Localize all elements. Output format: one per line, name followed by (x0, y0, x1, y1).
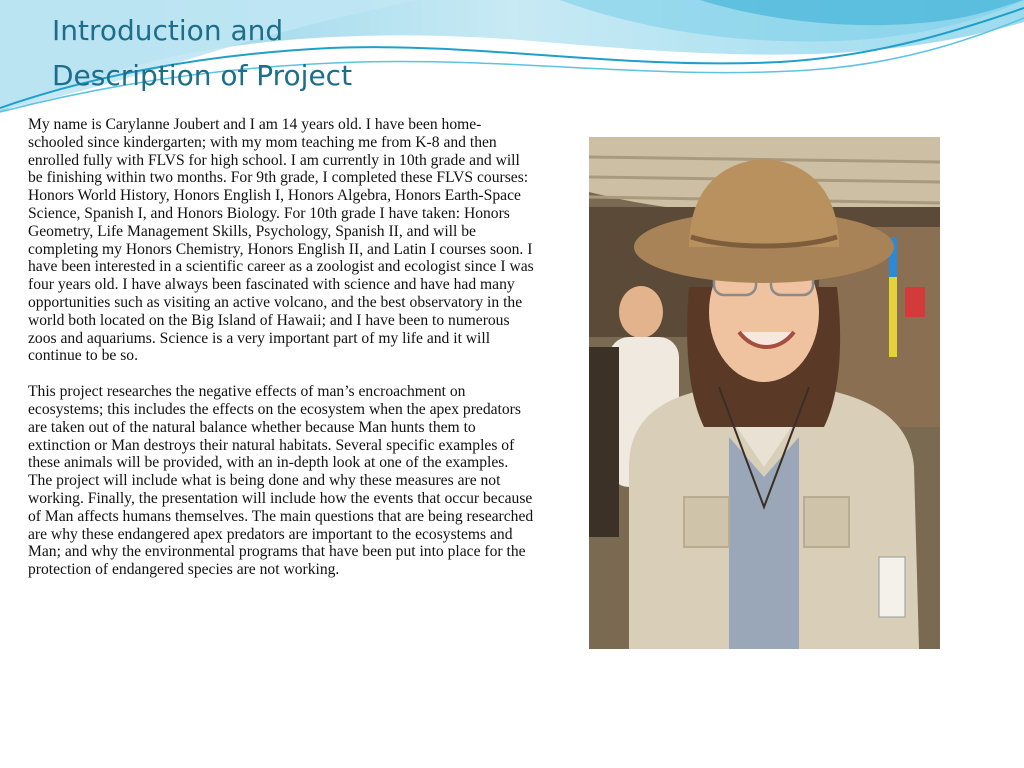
project-paragraph: This project researches the negative effects of man’s encroachment on ecosystems; this includes the effects on the ecosystem when the apex predators are taken out of the natural balance whether because Man hunts them to extinction or Man destroys their natural habitats. Several specific examples of these animals will be provided, with an in-depth look at one of the examples. The project will include what is being done and why these measures are not working. Finally, the presentation will include how the events that occur because of Man affects humans themselves. The main questions that are being researched are why these endangered apex predators are important to the ecosystems and Man; and why the environmental programs that have been put into place for the protection of endangered species are not working. (28, 383, 534, 579)
slide-title (52, 8, 352, 98)
title-line-1: Introduction and (52, 14, 284, 47)
student-photo (589, 137, 940, 649)
intro-paragraph: My name is Carylanne Joubert and I am 14 years old. I have been home-schooled since kindergarten; with my mom teaching me from K-8 and then enrolled fully with FLVS for high school. I am currently in 10th grade and will be finishing within two months. For 9th grade, I completed these FLVS courses: Honors World History, Honors English I, Honors Algebra, Honors Earth-Space Science, Spanish I, and Honors Biology. For 10th grade I have taken: Honors Geometry, Life Management Skills, Psychology, Spanish II, and will be completing my Honors Chemistry, Honors English II, and Latin I courses soon. I have been interested in a scientific career as a zoologist and ecologist since I was four years old. I have always been fascinated with science and have had many opportunities such as visiting an active volcano, and the best observatory in the world both located on the Big Island of Hawaii; and I have been to numerous zoos and aquariums. Science is a very important part of my life and it will continue to be so. (28, 116, 534, 365)
title-line-2: Description of Project (52, 59, 353, 92)
slide-body (28, 116, 534, 579)
